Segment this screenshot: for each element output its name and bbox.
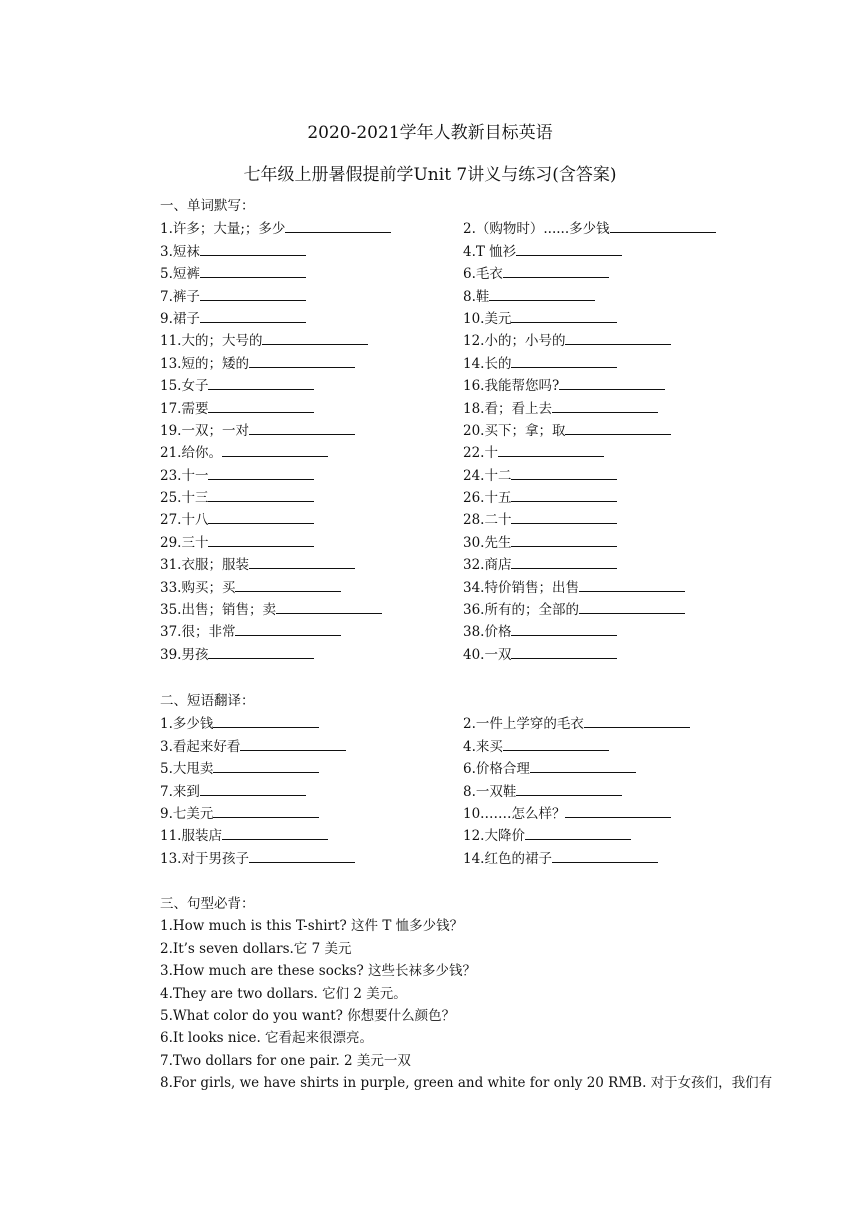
sentence-item: 6.It looks nice. 它看起来很漂亮。 [160, 1030, 374, 1047]
exercise-prompt: 12.大降价 [463, 828, 525, 845]
sentence-list [160, 915, 780, 1094]
exercise-prompt: 8.一双鞋 [463, 783, 517, 800]
answer-blank[interactable] [262, 329, 368, 345]
exercise-prompt: 4.来买 [463, 738, 503, 755]
exercise-prompt: 31.衣服；服装 [160, 557, 249, 574]
exercise-item [160, 576, 463, 598]
answer-blank[interactable] [222, 441, 328, 457]
exercise-row [160, 712, 780, 734]
exercise-prompt: 8.鞋 [463, 288, 490, 305]
answer-blank[interactable] [208, 508, 314, 524]
exercise-prompt: 5.大甩卖 [160, 761, 214, 778]
exercise-prompt: 12.小的；小号的 [463, 333, 566, 350]
answer-blank[interactable] [579, 598, 685, 614]
exercise-item [463, 486, 780, 508]
answer-blank[interactable] [511, 643, 617, 659]
section-heading-phrases: 二、短语翻译： [160, 693, 255, 709]
exercise-prompt: 27.十八 [160, 512, 209, 529]
answer-blank[interactable] [249, 419, 355, 435]
answer-blank[interactable] [565, 802, 671, 818]
exercise-item [463, 598, 780, 620]
exercise-prompt: 14.红色的裙子 [463, 850, 552, 867]
answer-blank[interactable] [249, 352, 355, 368]
exercise-item [463, 576, 780, 598]
exercise-item [463, 441, 780, 463]
exercise-prompt: 40.一双 [463, 646, 512, 663]
answer-blank[interactable] [213, 757, 319, 773]
exercise-row [160, 643, 780, 665]
exercise-item [463, 735, 780, 757]
exercise-item [463, 397, 780, 419]
exercise-row [160, 240, 780, 262]
answer-blank[interactable] [276, 598, 382, 614]
exercise-item [463, 419, 780, 441]
answer-blank[interactable] [559, 374, 665, 390]
exercise-item [160, 553, 463, 575]
answer-blank[interactable] [208, 486, 314, 502]
exercise-prompt: 19.一双；一对 [160, 422, 249, 439]
exercise-prompt: 36.所有的；全部的 [463, 602, 579, 619]
exercise-row [160, 757, 780, 779]
exercise-prompt: 25.十三 [160, 490, 209, 507]
answer-blank[interactable] [511, 553, 617, 569]
exercise-prompt: 15.女子 [160, 378, 209, 395]
answer-blank[interactable] [235, 620, 341, 636]
exercise-prompt: 14.长的 [463, 355, 512, 372]
section-heading-vocabulary: 一、单词默写： [160, 198, 255, 214]
exercise-row [160, 329, 780, 351]
sentence-item: 1.How much is this T-shirt? 这件 T 恤多少钱？ [160, 918, 464, 935]
exercise-prompt: 39.男孩 [160, 646, 209, 663]
exercise-prompt: 32.商店 [463, 557, 512, 574]
exercise-item [160, 780, 463, 802]
exercise-prompt: 24.十二 [463, 467, 512, 484]
exercise-prompt: 4.T 恤衫 [463, 243, 517, 260]
exercise-row [160, 735, 780, 757]
section-phrases [160, 690, 780, 869]
exercise-prompt: 11.大的；大号的 [160, 333, 263, 350]
exercise-item [160, 285, 463, 307]
exercise-prompt: 38.价格 [463, 624, 512, 641]
exercise-prompt: 10.美元 [463, 310, 512, 327]
exercise-item [463, 329, 780, 351]
answer-blank[interactable] [213, 802, 319, 818]
exercise-item [463, 620, 780, 642]
exercise-prompt: 23.十一 [160, 467, 209, 484]
exercise-item [160, 486, 463, 508]
exercise-row [160, 307, 780, 329]
exercise-row [160, 486, 780, 508]
answer-blank[interactable] [208, 464, 314, 480]
exercise-item [160, 419, 463, 441]
exercise-prompt: 16.我能帮您吗? [463, 378, 560, 395]
exercise-prompt: 11.服装店 [160, 828, 222, 845]
exercise-prompt: 1.多少钱 [160, 716, 214, 733]
exercise-prompt: 30.先生 [463, 534, 512, 551]
exercise-prompt: 6.毛衣 [463, 266, 503, 283]
exercise-row [160, 824, 780, 846]
exercise-item [463, 374, 780, 396]
exercise-row [160, 802, 780, 824]
exercise-prompt: 34.特价销售；出售 [463, 579, 579, 596]
exercise-row [160, 217, 780, 239]
exercise-item [463, 240, 780, 262]
phrase-list [160, 712, 780, 869]
exercise-prompt: 7.裤子 [160, 288, 200, 305]
exercise-prompt: 28.二十 [463, 512, 512, 529]
exercise-prompt: 2.（购物时）......多少钱 [463, 221, 610, 238]
exercise-row [160, 419, 780, 441]
exercise-prompt: 22.十 [463, 445, 498, 462]
exercise-item [463, 531, 780, 553]
exercise-prompt: 7.来到 [160, 783, 200, 800]
exercise-item [160, 217, 463, 239]
answer-blank[interactable] [503, 262, 609, 278]
exercise-item [463, 285, 780, 307]
exercise-item [463, 262, 780, 284]
exercise-item [463, 464, 780, 486]
exercise-row [160, 374, 780, 396]
exercise-row [160, 847, 780, 869]
exercise-item [160, 847, 463, 869]
exercise-row [160, 620, 780, 642]
exercise-row [160, 285, 780, 307]
exercise-row [160, 441, 780, 463]
sentence-item: 5.What color do you want? 你想要什么颜色？ [160, 1007, 456, 1024]
answer-blank[interactable] [511, 307, 617, 323]
answer-blank[interactable] [516, 780, 622, 796]
exercise-item [160, 824, 463, 846]
answer-blank[interactable] [511, 620, 617, 636]
exercise-item [160, 802, 463, 824]
answer-blank[interactable] [489, 285, 595, 301]
exercise-row [160, 531, 780, 553]
answer-blank[interactable] [565, 329, 671, 345]
answer-blank[interactable] [222, 824, 328, 840]
exercise-item [160, 712, 463, 734]
exercise-item [463, 307, 780, 329]
sentence-item: 4.They are two dollars. 它们 2 美元。 [160, 985, 407, 1002]
exercise-item [160, 508, 463, 530]
exercise-row [160, 598, 780, 620]
exercise-prompt: 3.看起来好看 [160, 738, 241, 755]
answer-blank[interactable] [208, 643, 314, 659]
exercise-item [160, 374, 463, 396]
exercise-item [160, 620, 463, 642]
exercise-prompt: 5.短裤 [160, 266, 200, 283]
exercise-item [160, 397, 463, 419]
answer-blank[interactable] [511, 531, 617, 547]
answer-blank[interactable] [213, 712, 319, 728]
exercise-item [160, 352, 463, 374]
exercise-prompt: 10.……怎么样？ [463, 805, 566, 822]
answer-blank[interactable] [200, 262, 306, 278]
answer-blank[interactable] [208, 531, 314, 547]
exercise-prompt: 13.短的；矮的 [160, 355, 249, 372]
answer-blank[interactable] [285, 217, 391, 233]
exercise-prompt: 9.裙子 [160, 310, 200, 327]
answer-blank[interactable] [610, 217, 716, 233]
exercise-item [463, 757, 780, 779]
exercise-item [160, 262, 463, 284]
document-subtitle: 七年级上册暑假提前学Unit 7讲义与练习(含答案) [243, 165, 617, 185]
exercise-item [160, 735, 463, 757]
exercise-item [160, 531, 463, 553]
exercise-item [160, 464, 463, 486]
section-heading-sentences: 三、句型必背： [160, 896, 255, 912]
exercise-row [160, 780, 780, 802]
exercise-item [463, 553, 780, 575]
exercise-prompt: 21.给你。 [160, 445, 222, 462]
exercise-prompt: 3.短袜 [160, 243, 200, 260]
answer-blank[interactable] [208, 397, 314, 413]
exercise-item [160, 329, 463, 351]
answer-blank[interactable] [552, 397, 658, 413]
exercise-prompt: 17.需要 [160, 400, 209, 417]
exercise-row [160, 576, 780, 598]
exercise-item [160, 240, 463, 262]
exercise-prompt: 37.很；非常 [160, 624, 236, 641]
exercise-row [160, 397, 780, 419]
answer-blank[interactable] [552, 847, 658, 863]
exercise-item [463, 508, 780, 530]
exercise-item [463, 217, 780, 239]
section-vocabulary [160, 195, 780, 665]
vocabulary-list [160, 217, 780, 665]
answer-blank[interactable] [200, 285, 306, 301]
answer-blank[interactable] [249, 553, 355, 569]
exercise-item [463, 643, 780, 665]
answer-blank[interactable] [530, 757, 636, 773]
answer-blank[interactable] [584, 712, 690, 728]
exercise-prompt: 2.一件上学穿的毛衣 [463, 716, 584, 733]
exercise-prompt: 6.价格合理 [463, 761, 530, 778]
sentence-item: 2.It’s seven dollars.它 7 美元 [160, 940, 352, 957]
sentence-item: 7.Two dollars for one pair. 2 美元一双 [160, 1052, 411, 1069]
exercise-item [160, 598, 463, 620]
answer-blank[interactable] [516, 240, 622, 256]
answer-blank[interactable] [208, 374, 314, 390]
answer-blank[interactable] [511, 352, 617, 368]
exercise-item [160, 441, 463, 463]
document-title: 2020-2021学年人教新目标英语 [307, 123, 553, 143]
exercise-row [160, 508, 780, 530]
exercise-item [160, 643, 463, 665]
exercise-item [463, 802, 780, 824]
exercise-item [463, 780, 780, 802]
answer-blank[interactable] [200, 780, 306, 796]
answer-blank[interactable] [565, 419, 671, 435]
exercise-item [160, 757, 463, 779]
sentence-item: 8.For girls, we have shirts in purple, green and white for only 20 RMB. 对于女孩们，我们有 [160, 1075, 773, 1092]
answer-blank[interactable] [511, 464, 617, 480]
exercise-prompt: 20.买下；拿；取 [463, 422, 566, 439]
exercise-prompt: 1.许多；大量;；多少 [160, 221, 286, 238]
exercise-prompt: 18.看；看上去 [463, 400, 552, 417]
exercise-item [463, 824, 780, 846]
answer-blank[interactable] [498, 441, 604, 457]
exercise-prompt: 13.对于男孩子 [160, 850, 249, 867]
answer-blank[interactable] [511, 486, 617, 502]
exercise-row [160, 464, 780, 486]
exercise-row [160, 352, 780, 374]
answer-blank[interactable] [503, 735, 609, 751]
exercise-prompt: 9.七美元 [160, 805, 214, 822]
sentence-item: 3.How much are these socks? 这些长袜多少钱？ [160, 963, 477, 980]
exercise-prompt: 26.十五 [463, 490, 512, 507]
answer-blank[interactable] [200, 307, 306, 323]
exercise-item [463, 712, 780, 734]
exercise-prompt: 29.三十 [160, 534, 209, 551]
exercise-row [160, 553, 780, 575]
exercise-prompt: 35.出售；销售；卖 [160, 602, 276, 619]
answer-blank[interactable] [249, 847, 355, 863]
answer-blank[interactable] [235, 576, 341, 592]
answer-blank[interactable] [525, 824, 631, 840]
exercise-prompt: 33.购买；买 [160, 579, 236, 596]
answer-blank[interactable] [240, 735, 346, 751]
section-sentences [160, 893, 780, 1095]
exercise-item [463, 847, 780, 869]
exercise-row [160, 262, 780, 284]
answer-blank[interactable] [579, 576, 685, 592]
exercise-item [160, 307, 463, 329]
answer-blank[interactable] [511, 508, 617, 524]
exercise-item [463, 352, 780, 374]
answer-blank[interactable] [200, 240, 306, 256]
